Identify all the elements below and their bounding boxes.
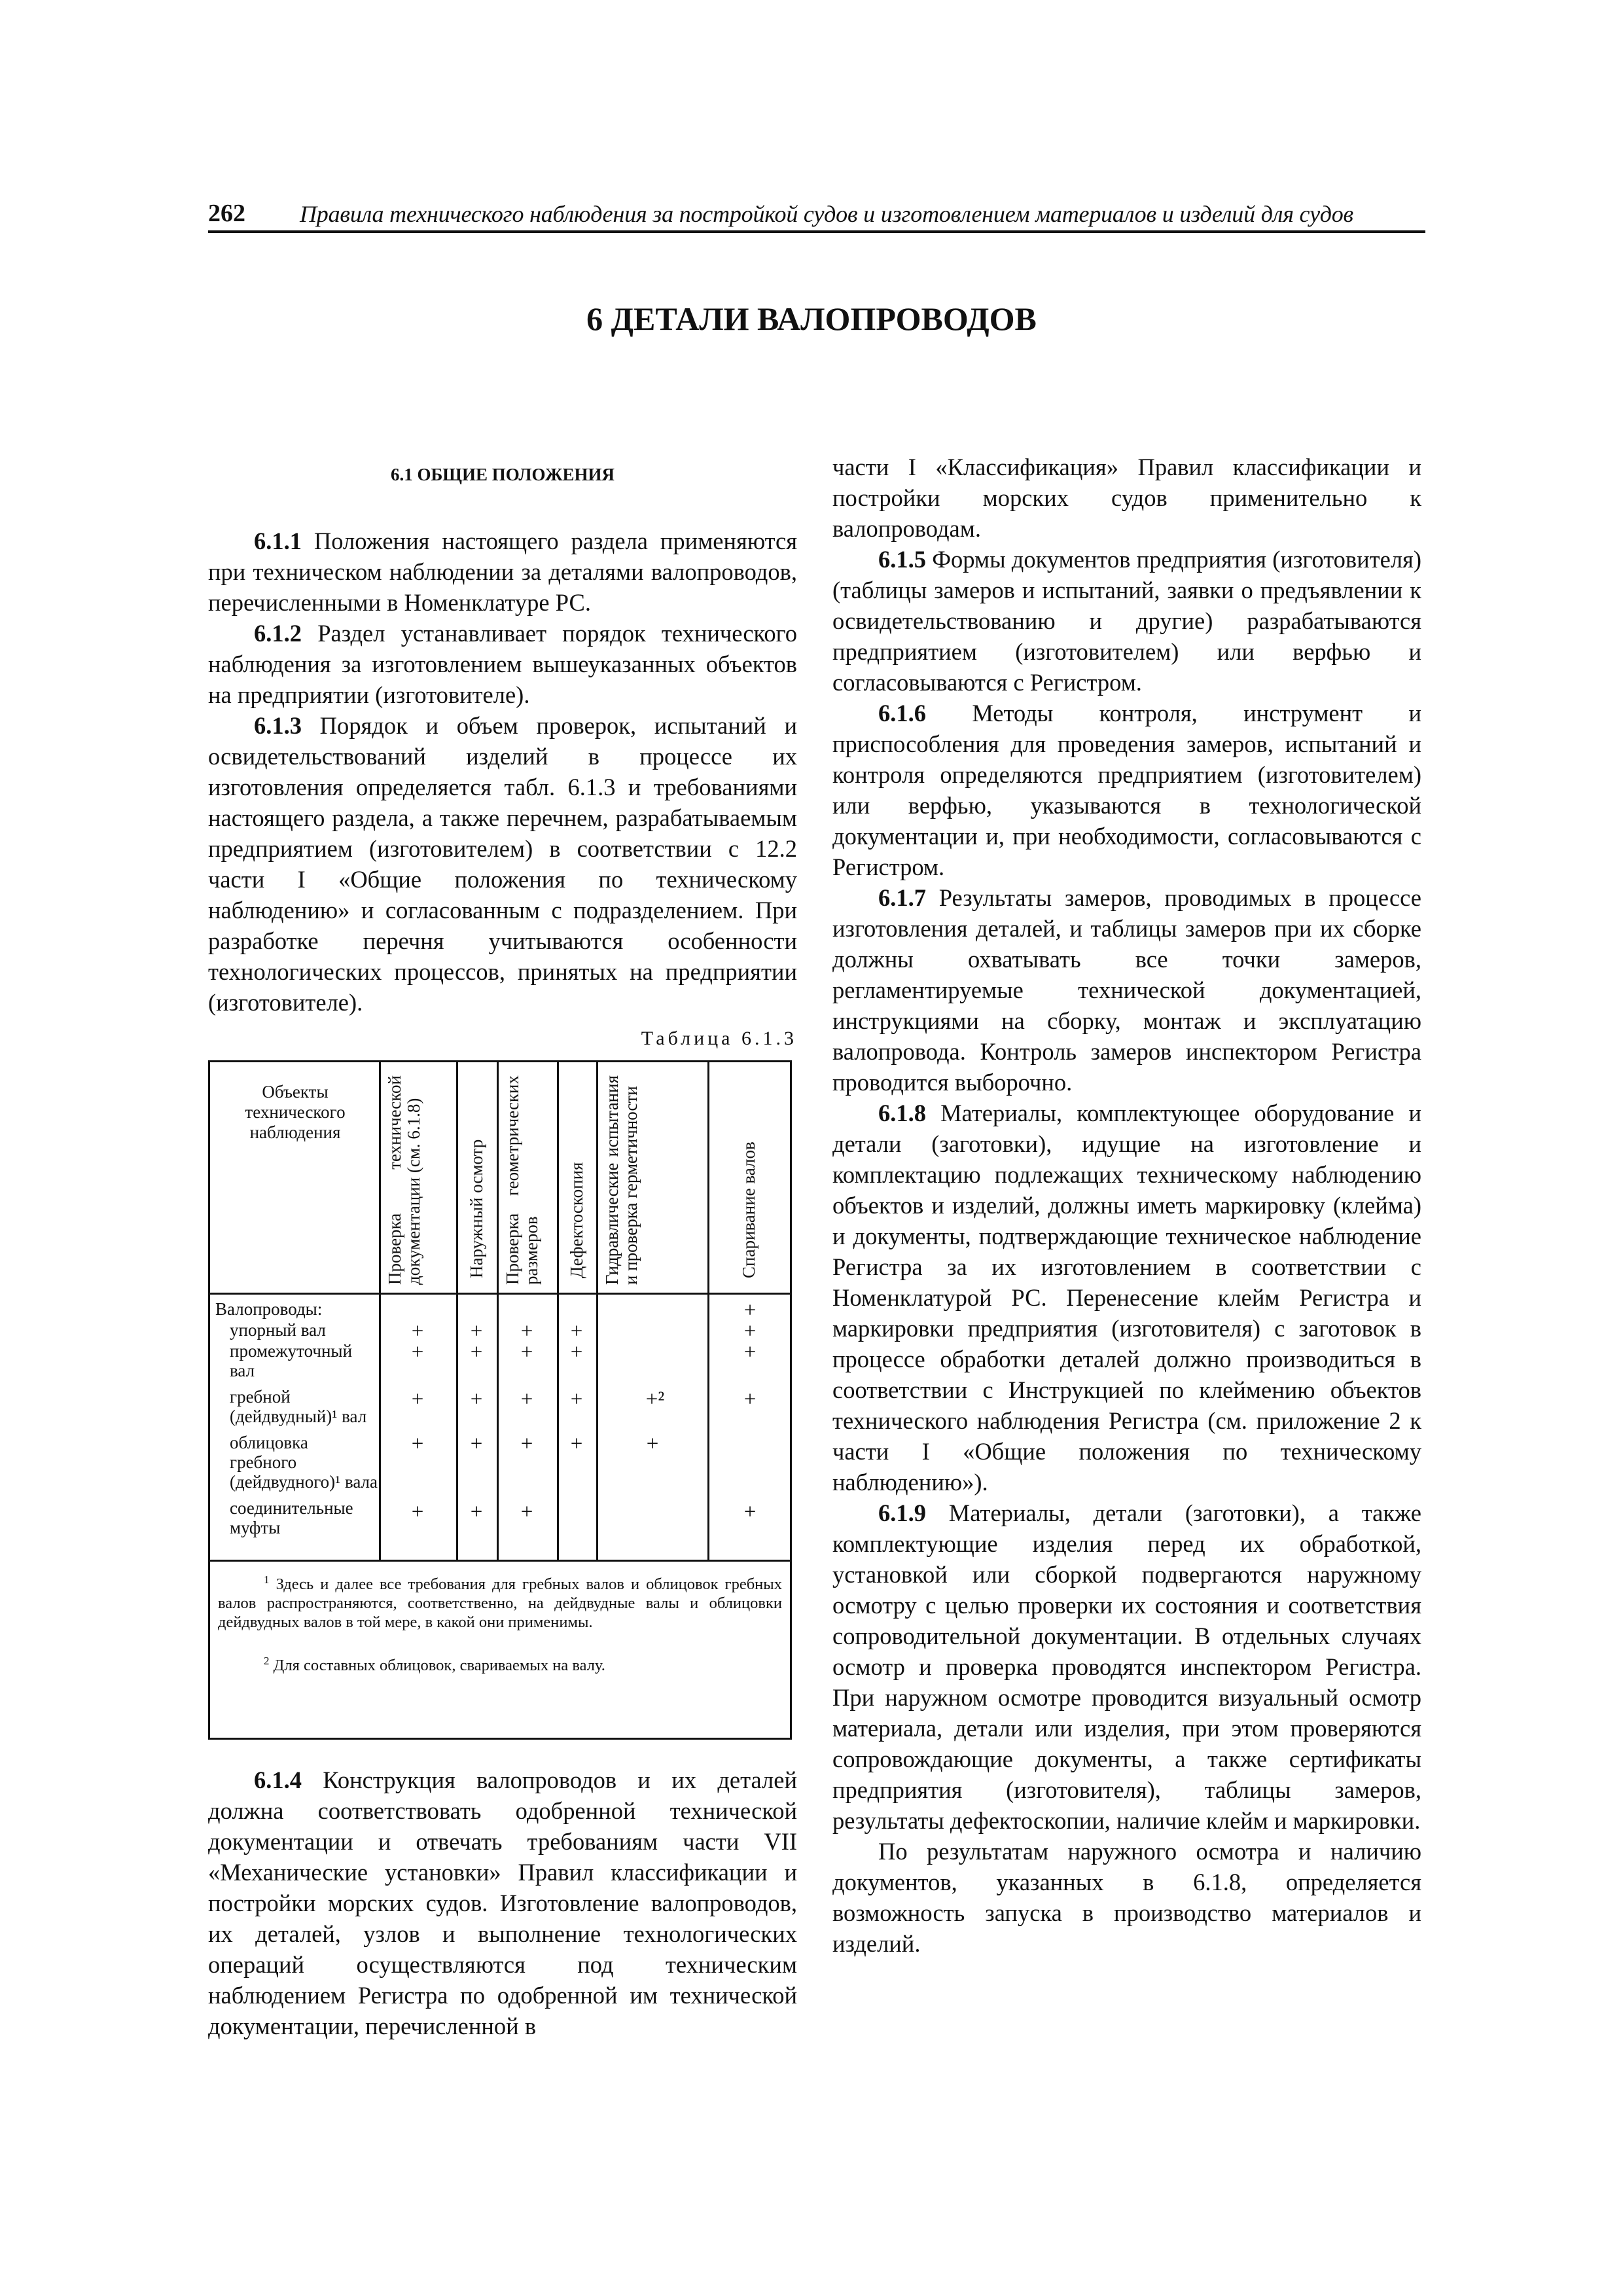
clause-number: 6.1.8 bbox=[878, 1100, 926, 1126]
page-number: 262 bbox=[208, 200, 245, 227]
paragraph-6-1-8 bbox=[832, 1098, 1421, 1498]
chapter-title: 6 ДЕТАЛИ ВАЛОПРОВОДОВ bbox=[586, 300, 1037, 337]
column-header-hydraulic-tests: Гидравлические испытания и проверка герметичности bbox=[602, 1075, 641, 1285]
table-mark: + bbox=[743, 1299, 757, 1322]
footnote-text: Для составных облицовок, свариваемых на валу. bbox=[273, 1657, 605, 1675]
table-mark: + bbox=[520, 1388, 533, 1411]
table-mark: + bbox=[520, 1432, 533, 1456]
paragraph-6-1-5 bbox=[832, 544, 1421, 698]
paragraph-6-1-6 bbox=[832, 698, 1421, 882]
row-label: гребной (дейдвудный)¹ вал bbox=[230, 1387, 367, 1426]
table-column-divider bbox=[707, 1062, 709, 1560]
table-mark: + bbox=[411, 1432, 424, 1456]
right-column bbox=[832, 452, 1421, 1959]
clause-number: 6.1.1 bbox=[254, 528, 302, 554]
table-mark: + bbox=[470, 1319, 483, 1343]
clause-number: 6.1.7 bbox=[878, 884, 926, 911]
table-mark: + bbox=[411, 1388, 424, 1411]
left-column bbox=[208, 452, 797, 2041]
clause-text: Материалы, детали (заготовки), а также комплектующие изделия перед их обработкой, установкой или сборкой подвергаются наружному осмотру с целью проверки их состояния и соответствия сопроводительной документации. В отдельных случаях осмотр и проверка проводятся инспектором Регистра. При наружном осмотре проводится визуальный осмотр материала, детали или изделия, при этом проверяются сопровождающие документы, а также сертификаты предприятия (изготовителя), таблицы замеров, результаты дефектоскопии, наличие клейм и маркировки. bbox=[832, 1499, 1421, 1834]
section-title: 6.1 ОБЩИЕ ПОЛОЖЕНИЯ bbox=[390, 465, 615, 484]
paragraph-6-1-4 bbox=[208, 1765, 797, 2041]
table-footnote-2: $^2$ Для составных облицовок, свариваемых на валу. bbox=[264, 1655, 605, 1675]
footnote-text: Здесь и далее все требования для гребных валов и облицовок гребных валов распространяются, соответственно, на дейдвудные валы и облицовки дейдвудных валов в той мере, в какой они применимы. bbox=[218, 1575, 783, 1632]
row-label: соединительные муфты bbox=[230, 1498, 353, 1537]
column-header-flaw-detection: Дефектоскопия bbox=[567, 1162, 586, 1278]
table-mark: + bbox=[470, 1388, 483, 1411]
clause-text: Положения настоящего раздела применяются при техническом наблюдении за деталями валопроводов, перечисленными в Номенклатуре РС. bbox=[208, 528, 797, 616]
table-column-divider bbox=[557, 1062, 559, 1560]
row-label: облицовка гребного (дейдвудного)¹ вала bbox=[230, 1433, 378, 1492]
paragraph-6-1-2 bbox=[208, 618, 797, 710]
clause-number: 6.1.3 bbox=[254, 712, 302, 739]
table-object-header: Объекты технического наблюдения bbox=[245, 1082, 346, 1142]
table-mark: +² bbox=[645, 1388, 665, 1411]
table-mark: + bbox=[570, 1319, 583, 1343]
clause-number: 6.1.4 bbox=[254, 1767, 302, 1793]
table-mark: + bbox=[520, 1500, 533, 1524]
table-mark: + bbox=[411, 1500, 424, 1524]
row-label: упорный вал bbox=[230, 1320, 326, 1340]
paragraph-6-1-1 bbox=[208, 526, 797, 618]
row-label: промежуточный вал bbox=[230, 1341, 353, 1380]
table-footnote-1: $^1$ Здесь и далее все требования для гребных валов и облицовок гребных валов распространяются, соответственно, на дейдвудные валы и облицовки дейдвудных валов в той мере, в какой они применимы. bbox=[218, 1573, 783, 1632]
column-header-shaft-pairing: Спаривание валов bbox=[739, 1141, 758, 1278]
table-header-divider bbox=[210, 1293, 790, 1295]
column-header-doc-check: Проверка технической документации (см. 6.1.8) bbox=[385, 1075, 423, 1285]
clause-number: 6.1.6 bbox=[878, 700, 926, 726]
table-caption: Таблица 6.1.3 bbox=[641, 1028, 797, 1049]
running-header bbox=[208, 196, 1425, 233]
table-column-divider bbox=[596, 1062, 598, 1560]
paragraph-final: По результатам наружного осмотра и наличию документов, указанных в 6.1.8, определяется возможность запуска в производство материалов и изделий. bbox=[832, 1838, 1421, 1957]
clause-number: 6.1.5 bbox=[878, 546, 926, 573]
table-column-divider bbox=[497, 1062, 499, 1560]
paragraph-6-1-3 bbox=[208, 710, 797, 1018]
table-mark: + bbox=[743, 1319, 757, 1343]
table-notes-divider bbox=[210, 1560, 790, 1562]
table-mark: + bbox=[743, 1500, 757, 1524]
table-mark: + bbox=[570, 1388, 583, 1411]
column-header-dimension-check: Проверка геометрических размеров bbox=[503, 1075, 541, 1285]
clause-text: Результаты замеров, проводимых в процессе изготовления деталей, и таблицы замеров при их сборке должны охватывать все точки замеров, регламентируемые технической документацией, инструкциями на сборку, монтаж и эксплуатацию валопровода. Контроль замеров инспектором Регистра проводится выборочно. bbox=[832, 884, 1421, 1096]
paragraph-continuation: части I «Классификация» Правил классификации и постройки морских судов применительно к валопроводам. bbox=[832, 454, 1421, 542]
table-column-divider bbox=[456, 1062, 458, 1560]
table-mark: + bbox=[470, 1500, 483, 1524]
table-6-1-3 bbox=[208, 1060, 792, 1740]
table-column-divider bbox=[379, 1062, 381, 1560]
clause-number: 6.1.2 bbox=[254, 620, 302, 647]
running-title: Правила технического наблюдения за постройкой судов и изготовлением материалов и изделий для судов bbox=[300, 201, 1353, 227]
table-mark: + bbox=[646, 1432, 659, 1456]
clause-text: Раздел устанавливает порядок технического наблюдения за изготовлением вышеуказанных объектов на предприятии (изготовителе). bbox=[208, 620, 797, 708]
clause-text: Материалы, комплектующее оборудование и детали (заготовки), идущие на изготовление и комплектацию подлежащих техническому наблюдению объектов и изделий, должны иметь маркировку (клейма) и документы, подтверждающие техническое наблюдение Регистра за их изготовлением в соответствии с Номенклатурой РС. Перенесение клейм Регистра и маркировки предприятия (изготовителя) с заготовок в процессе обработки деталей должно производиться в соответствии с Инструкцией по клеймению объектов технического наблюдения Регистра (см. приложение 2 к части I «Общие положения по техническому наблюдению»). bbox=[832, 1100, 1421, 1496]
clause-text: Формы документов предприятия (изготовителя) (таблицы замеров и испытаний, заявки о предъявлении к освидетельствованию и другие) разрабатываются предприятием (изготовителем) или верфью и согласовываются с Регистром. bbox=[832, 546, 1421, 696]
table-mark: + bbox=[570, 1432, 583, 1456]
column-header-visual-inspection: Наружный осмотр bbox=[467, 1139, 486, 1278]
clause-text: Методы контроля, инструмент и приспособления для проведения замеров, испытаний и контроля определяются предприятием (изготовителем) или верфью, указываются в технологической документации и, при необходимости, согласовываются с Регистром. bbox=[832, 700, 1421, 880]
table-mark: + bbox=[570, 1340, 583, 1364]
clause-text: Конструкция валопроводов и их деталей должна соответствовать одобренной технической документации и отвечать требованиям части VII «Механические установки» Правил классификации и постройки морских судов. Изготовление валопроводов, их деталей, узлов и выполнение технологических операций осуществляются под техническим наблюдением Регистра по одобренной им технической документации, перечисленной в bbox=[208, 1767, 797, 2039]
table-mark: + bbox=[743, 1340, 757, 1364]
paragraph-6-1-7 bbox=[832, 882, 1421, 1098]
table-mark: + bbox=[520, 1340, 533, 1364]
clause-number: 6.1.9 bbox=[878, 1499, 926, 1526]
table-mark: + bbox=[411, 1340, 424, 1364]
paragraph-6-1-9 bbox=[832, 1498, 1421, 1836]
table-mark: + bbox=[743, 1388, 757, 1411]
table-mark: + bbox=[520, 1319, 533, 1343]
table-mark: + bbox=[411, 1319, 424, 1343]
clause-text: Порядок и объем проверок, испытаний и освидетельствований изделий в процессе их изготовления определяется табл. 6.1.3 и требованиями настоящего раздела, а также перечнем, разрабатываемым предприятием (изготовителем) в соответствии с 12.2 части I «Общие положения по техническому наблюдению» и согласованным с подразделением. При разработке перечня учитываются особенности технологических процессов, принятых на предприятии (изготовителе). bbox=[208, 712, 797, 1016]
row-label: Валопроводы: bbox=[215, 1299, 323, 1319]
table-mark: + bbox=[470, 1432, 483, 1456]
table-mark: + bbox=[470, 1340, 483, 1364]
